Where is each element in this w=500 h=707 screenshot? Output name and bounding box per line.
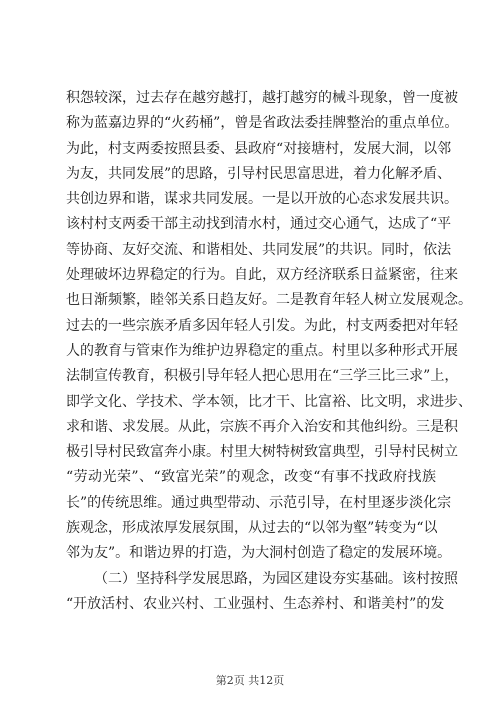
- page-footer: 第2页 共12页: [215, 674, 285, 687]
- text-line: 为友，共同发展”的思路，引导村民思富思进，着力化解矛盾、: [66, 165, 452, 182]
- body-text: [66, 86, 472, 617]
- text-line: 共创边界和谐，谋求共同发展。一是以开放的心态求发展共识。: [66, 191, 458, 208]
- text-line: 极引导村民致富奔小康。村里大树特树致富典型，引导村民树立: [66, 444, 458, 461]
- text-line: 即学文化、学技术、学本领，比才干、比富裕、比文明，求进步、: [66, 393, 472, 410]
- text-line: 过去的一些宗族矛盾多因年轻人引发。为此，村支两委把对年轻: [66, 317, 458, 334]
- text-line: 也日渐频繁，睦邻关系日趋友好。二是教育年轻人树立发展观念。: [66, 292, 472, 309]
- text-line: 邻为友”。和谐边界的打造，为大洞村创造了稳定的发展环境。: [66, 545, 452, 562]
- text-line: 求和谐、求发展。从此，宗族不再介入治安和其他纠纷。三是积: [66, 418, 458, 435]
- text-line: 称为蓝嘉边界的“火药桶”，曾是省政法委挂牌整治的重点单位。: [66, 115, 459, 132]
- text-line: 族观念，形成浓厚发展氛围，从过去的“以邻为壑”转变为“以: [66, 520, 438, 537]
- text-line: 长”的传统思维。通过典型带动、示范引导，在村里逐步淡化宗: [66, 494, 452, 511]
- text-line: 该村村支两委干部主动找到清水村，通过交心通气，达成了“平: [66, 216, 452, 233]
- section-heading-line: （二）坚持科学发展思路，为园区建设夯实基础。该村按照: [94, 570, 458, 587]
- text-line: 处理破坏边界稳定的行为。自此，双方经济联系日益紧密，往来: [66, 267, 458, 284]
- text-line: 积怨较深，过去存在越穷越打，越打越穷的械斗现象，曾一度被: [66, 90, 458, 106]
- text-line: 人的教育与管束作为维护边界稳定的重点。村里以多种形式开展: [66, 342, 458, 359]
- text-line: “劳动光荣”、“致富光荣”的观念，改变“有事不找政府找族: [66, 469, 436, 486]
- text-line: “开放活村、农业兴村、工业强村、生态养村、和谐美村”的发: [66, 595, 445, 612]
- text-line: 等协商、友好交流、和谐相处、共同发展”的共识。同时，依法: [66, 241, 452, 258]
- text-line: 法制宣传教育，积极引导年轻人把心思用在“三学三比三求”上，: [66, 368, 459, 385]
- text-line: 为此，村支两委按照县委、县政府“对接塘村，发展大洞，以邻: [66, 140, 452, 157]
